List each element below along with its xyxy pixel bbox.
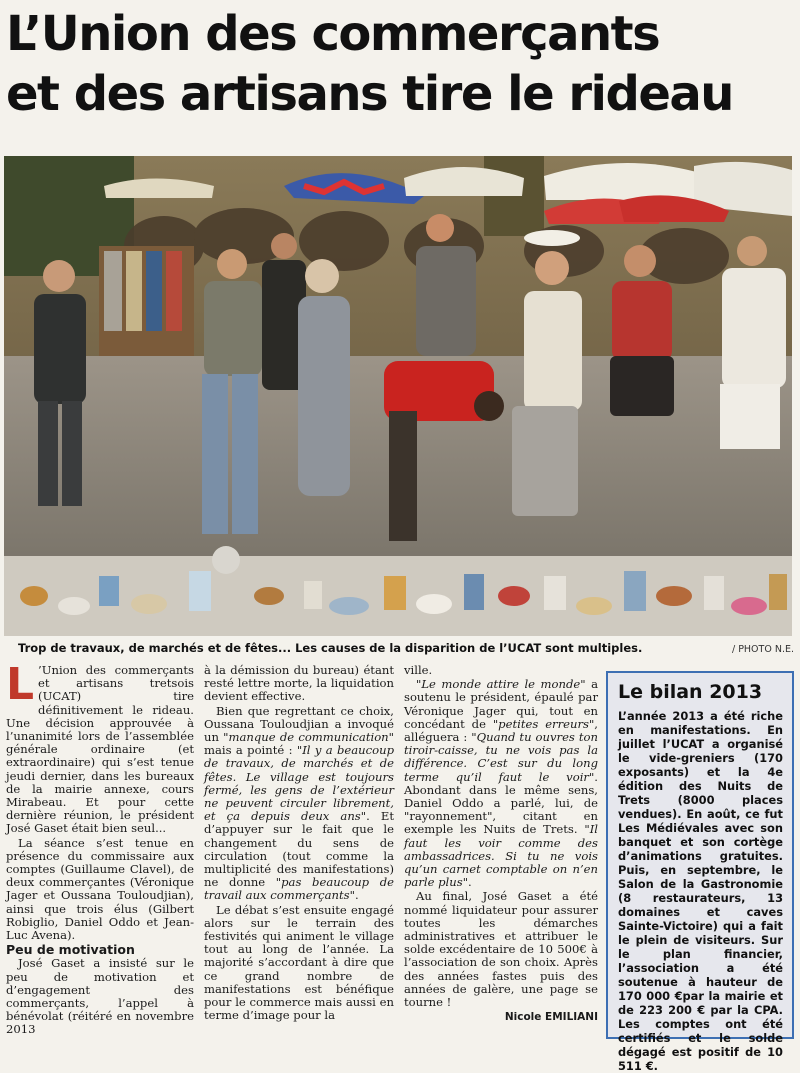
paragraph: à la démission du bureau) étant resté lettre morte, la liquidation devient effective.: [204, 663, 394, 704]
paragraph: [204, 705, 394, 903]
text: Bien que regrettant ce choix, Oussana Touloudjian a invoqué un ": [204, 703, 394, 745]
quote: "Le monde attire le monde": [416, 677, 586, 692]
article-column-3: [404, 664, 598, 1024]
paragraph-text: ’Union des commerçants et artisans tretsois (UCAT) tire définitivement le rideau. Une décision approuvée à l’unanimité lors de l’assemblée générale ordinaire (et extraordinaire) qui s’est tenue jeudi dernier, dans les bureaux de la mairie annexe, cours Mirabeau. Et pour cette dernière réunion, le président José Gaset était bien seul...: [6, 663, 194, 836]
text: ", alléguera : ": [404, 716, 598, 745]
paragraph: ville.: [404, 663, 433, 677]
quote: Quand tu ouvres ton tiroir-caisse, tu ne vois pas la différence. C’est sur du long terme qu’il faut le voir: [404, 730, 598, 784]
headline-line-2: et des artisans tire le rideau: [6, 66, 733, 122]
paragraph: Le débat s’est ensuite engagé alors sur le terrain des festivités qui animent le village tout au long de l’année. La majorité s’accordant à dire que ce grand nombre de manifestations est bénéfique pour le commerce mais aussi en terme d’image pour la: [204, 902, 394, 1023]
paragraph: [404, 678, 598, 889]
headline-line-1: L’Union des commerçants: [6, 6, 660, 62]
photo-credit: / PHOTO N.E.: [731, 644, 794, 655]
sidebar-box: [606, 671, 794, 1073]
paragraph: Au final, José Gaset a été nommé liquidateur pour assurer toutes les démarches administratives et attribuer le solde excédentaire de 10 500€ à l’association de son choix. Après des années fastes puis des années de galère, une page se tourne !: [404, 889, 598, 1010]
paragraph: La séance s’est tenue en présence du commissaire aux comptes (Guillaume Clavel), de deux commerçantes (Véronique Jager et Oussana Touloudjian), ainsi que trois élus (Gilbert Robiglio, Daniel Oddo et Jean-Luc Avena).: [6, 835, 194, 943]
headline: [6, 4, 796, 124]
sidebar-title: Le bilan 2013: [618, 681, 763, 703]
text: ".: [349, 888, 359, 903]
paragraph: [6, 659, 194, 836]
quote: Il y a beaucoup de travaux, de marchés et de fêtes. Le village est toujours fermé, les gens de l’extérieur ne peuvent circuler librement, et ça depuis deux ans: [204, 743, 394, 824]
quote: petites erreurs: [498, 716, 589, 731]
photo-caption: Trop de travaux, de marchés et de fêtes... Les causes de la disparition de l’UCAT sont multiples.: [18, 641, 643, 655]
text: ". Abondant dans le même sens, Daniel Oddo a parlé, lui, de "rayonnement", citant en exemple les Nuits de Trets. ": [404, 769, 598, 837]
text: a soutenu le président, épaulé par Véronique Jager qui, tout en concédant de ": [404, 677, 598, 731]
text: ". Et d’appuyer sur le fait que le changement du sens de circulation (tout comme la multiplicité des manifestations) ne donne ": [204, 809, 394, 890]
author-signature: Nicole EMILIANI: [504, 1011, 598, 1024]
article-column-1: [6, 659, 194, 1037]
paragraph: José Gaset a insisté sur le peu de motivation et d’engagement des commerçants, l’appel à bénévolat (réitéré en novembre 2013: [6, 956, 194, 1037]
subheading: Peu de motivation: [6, 942, 135, 958]
text: ".: [462, 875, 472, 890]
article-column-2: [204, 664, 394, 1022]
sidebar-text: L’année 2013 a été riche en manifestations. En juillet l’UCAT a organisé le vide-greniers (170 exposants) et la 4e édition des Nuits de Trets (8000 places vendues). En août, ce fut Les Médiévales avec son banquet et son cortège d’animations gratuites. Puis, en septembre, le Salon de la Gastronomie (8 restaurateurs, 13 domaines et caves Sainte-Victoire) qui a fait le plein de visiteurs. Sur le plan financier, l’association a été soutenue à hauteur de 170 000 €par la mairie et de 223 200 € par la CPA. Les comptes ont été certifiés et le solde dégagé est positif de 10 511 €.: [618, 709, 783, 1073]
text: " mais a pointé : ": [204, 730, 394, 758]
quote: pas beaucoup de travail aux commerçants: [204, 875, 394, 903]
drop-cap: L: [6, 659, 35, 710]
flea-market-photo: [4, 156, 792, 636]
quote: manque de communication: [228, 730, 389, 745]
quote: Il faut les voir comme des ambassadrices. Si tu ne vois qu’un carnet comptable on n’en parle plus: [404, 822, 598, 890]
